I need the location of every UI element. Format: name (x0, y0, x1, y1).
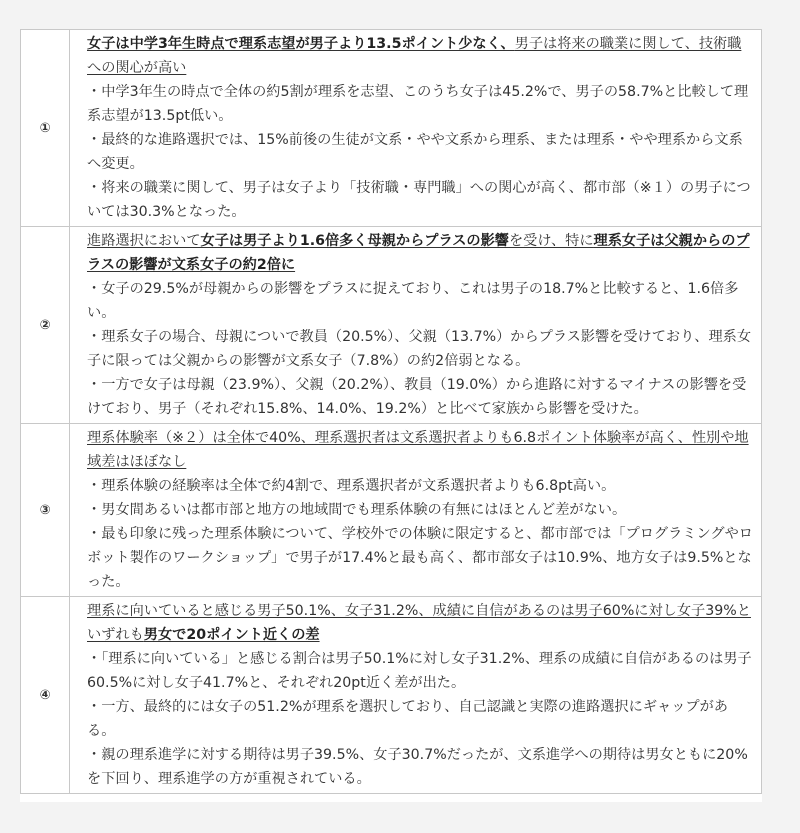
heading-text: 進路選択において (87, 233, 201, 249)
heading-emphasis: 女子は中学3年生時点で理系志望が男子より13.5ポイント少なく、 (87, 36, 515, 52)
row-number: ④ (21, 597, 70, 794)
table-row (21, 227, 762, 424)
top-margin (0, 0, 800, 29)
heading-emphasis: 男女で20ポイント近くの差 (143, 627, 320, 643)
heading-text: 理系に向いていると感じる男子50.1%、女子31.2%、成績に自信があるのは男子60%に対し女子39%といずれも (87, 603, 751, 643)
row-content (70, 424, 762, 597)
bullet-point: ・親の理系進学に対する期待は男子39.5%、女子30.7%だったが、文系進学への期待は男女ともに20%を下回り、理系進学の方が重視されている。 (87, 747, 748, 787)
heading-text: 男子は将来の職業に関して、技術職への関心が高い (87, 36, 742, 76)
bullet-point: ・男女間あるいは都市部と地方の地域間でも理系体験の有無にはほとんど差がない。 (87, 502, 627, 518)
row-number: ② (21, 227, 70, 424)
bullet-point: ・一方で女子は母親（23.9%）、父親（20.2%）、教員（19.0%）から進路に対するマイナスの影響を受けており、男子（それぞれ15.8%、14.0%、19.2%）と比べて家族から影響を受けた。 (87, 377, 747, 417)
heading-emphasis: 女子は男子より1.6倍多く母親からプラスの影響 (200, 233, 509, 249)
bullet-point: ・理系女子の場合、母親についで教員（20.5%）、父親（13.7%）からプラス影響を受けており、理系女子に限っては父親からの影響が文系女子（7.8%）の約2倍弱となる。 (87, 329, 752, 369)
table-row (21, 30, 762, 227)
row-number: ① (21, 30, 70, 227)
finding-heading (87, 229, 755, 277)
finding-heading (87, 426, 755, 474)
right-margin (762, 0, 800, 833)
row-number: ③ (21, 424, 70, 597)
finding-heading (87, 599, 755, 647)
table-row (21, 424, 762, 597)
bottom-margin (0, 802, 800, 833)
bullet-point: ・理系体験の経験率は全体で約4割で、理系選択者が文系選択者よりも6.8pt高い。 (87, 478, 616, 494)
finding-heading (87, 32, 755, 80)
row-content (70, 30, 762, 227)
bullet-point: ・最も印象に残った理系体験について、学校外での体験に限定すると、都市部では「プログラミングやロボット製作のワークショップ」で男子が17.4%と最も高く、都市部女子は10.9%、地方女子は9.5%となった。 (87, 526, 753, 590)
bullet-point: ・将来の職業に関して、男子は女子より「技術職・専門職」への関心が高く、都市部（※１）の男子については30.3%となった。 (87, 180, 751, 220)
table-row (21, 597, 762, 794)
bullet-point: ・一方、最終的には女子の51.2%が理系を選択しており、自己認識と実際の進路選択にギャップがある。 (87, 699, 728, 739)
heading-text: を受け、特に (508, 233, 594, 249)
bullet-point: ・「理系に向いている」と感じる割合は男子50.1%に対し女子31.2%、理系の成績に自信があるのは男子60.5%に対し女子41.7%と、それぞれ20pt近く差が出た。 (87, 651, 752, 691)
bullet-point: ・中学3年生の時点で全体の約5割が理系を志望、このうち女子は45.2%で、男子の58.7%と比較して理系志望が13.5pt低い。 (87, 84, 749, 124)
bullet-point: ・最終的な進路選択では、15%前後の生徒が文系・やや文系から理系、または理系・やや理系から文系へ変更。 (87, 132, 743, 172)
row-content (70, 227, 762, 424)
left-margin (0, 0, 20, 833)
findings-table (20, 29, 762, 794)
row-content (70, 597, 762, 794)
bullet-point: ・女子の29.5%が母親からの影響をプラスに捉えており、これは男子の18.7%と比較すると、1.6倍多い。 (87, 281, 739, 321)
heading-text: 理系体験率（※２）は全体で40%、理系選択者は文系選択者よりも6.8ポイント体験率が高く、性別や地域差はほぼなし (87, 430, 749, 470)
heading-emphasis: 理系女子は父親からのプラスの影響が文系女子の約2倍に (87, 233, 750, 273)
findings-table-body (21, 30, 762, 794)
